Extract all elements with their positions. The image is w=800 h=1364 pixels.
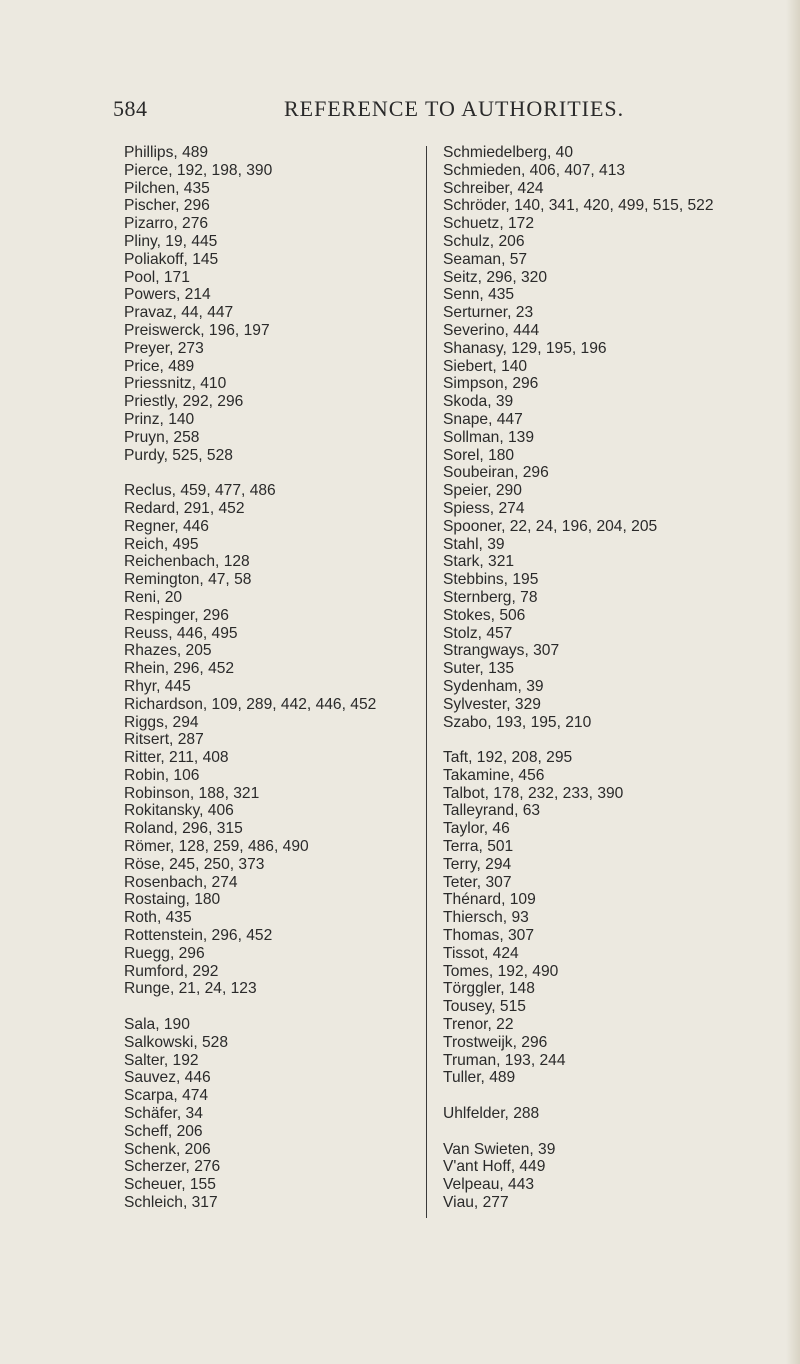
index-entry: V'ant Hoff, 449 [443, 1158, 546, 1176]
index-entry: Reni, 20 [124, 588, 183, 606]
section-gap [443, 1087, 714, 1105]
index-entry: Schenk, 206 [124, 1140, 211, 1158]
index-entry: Riggs, 294 [124, 713, 199, 731]
index-entry: Scarpa, 474 [124, 1087, 209, 1105]
index-entry: Sollman, 139 [443, 428, 535, 446]
index-entry: Schuetz, 172 [443, 215, 535, 233]
index-entry: Sorel, 180 [443, 446, 515, 464]
index-entry: Scherzer, 276 [124, 1158, 221, 1176]
index-entry: Schreiber, 424 [443, 179, 544, 197]
index-entry: Rumford, 292 [124, 962, 219, 980]
index-entry: Ritter, 211, 408 [124, 749, 229, 767]
index-entry: Seaman, 57 [443, 250, 528, 268]
index-entry: Pruyn, 258 [124, 428, 200, 446]
index-entry: Pool, 171 [124, 268, 190, 286]
index-entry: Stark, 321 [443, 553, 515, 571]
index-entry: Richardson, 109, 289, 442, 446, 452 [124, 695, 377, 713]
index-entry: Terra, 501 [443, 838, 514, 856]
index-entry: Pischer, 296 [124, 197, 210, 215]
index-entry: Sylvester, 329 [443, 695, 541, 713]
index-entry: Sauvez, 446 [124, 1069, 211, 1087]
index-entry: Truman, 193, 244 [443, 1051, 566, 1069]
index-entry: Rokitansky, 406 [124, 802, 234, 820]
index-entry: Schmieden, 406, 407, 413 [443, 161, 626, 179]
index-entry: Röse, 245, 250, 373 [124, 855, 265, 873]
index-column-right [443, 144, 714, 1212]
index-entry: Siebert, 140 [443, 357, 528, 375]
index-entry: Regner, 446 [124, 517, 209, 535]
index-entry: Pilchen, 435 [124, 179, 210, 197]
index-entry: Tissot, 424 [443, 944, 519, 962]
index-entry: Pliny, 19, 445 [124, 232, 218, 250]
index-entry: Thomas, 307 [443, 927, 535, 945]
index-entry: Speier, 290 [443, 482, 522, 500]
index-entry: Powers, 214 [124, 286, 211, 304]
index-entry: Serturner, 23 [443, 304, 534, 322]
index-entry: Schröder, 140, 341, 420, 499, 515, 522 [443, 197, 714, 215]
index-entry: Salter, 192 [124, 1051, 199, 1069]
index-entry: Roland, 296, 315 [124, 820, 243, 838]
index-entry: Priessnitz, 410 [124, 375, 227, 393]
index-entry: Schäfer, 34 [124, 1105, 203, 1123]
index-entry: Törggler, 148 [443, 980, 535, 998]
index-entry: Taft, 192, 208, 295 [443, 749, 573, 767]
index-entry: Pizarro, 276 [124, 215, 209, 233]
index-entry: Viau, 277 [443, 1194, 509, 1212]
section-gap [443, 1123, 714, 1141]
index-entry: Sternberg, 78 [443, 588, 538, 606]
index-entry: Preiswerck, 196, 197 [124, 321, 270, 339]
index-entry: Ritsert, 287 [124, 731, 204, 749]
index-entry: Sala, 190 [124, 1016, 190, 1034]
section-gap [124, 998, 376, 1016]
page-number: 584 [113, 96, 148, 121]
index-entry: Price, 489 [124, 357, 195, 375]
index-entry: Spooner, 22, 24, 196, 204, 205 [443, 517, 658, 535]
index-entry: Skoda, 39 [443, 393, 514, 411]
index-entry: Schmiedelberg, 40 [443, 144, 574, 161]
index-entry: Schulz, 206 [443, 232, 525, 250]
index-entry: Rhazes, 205 [124, 642, 212, 660]
index-entry: Priestly, 292, 296 [124, 393, 244, 411]
index-entry: Snape, 447 [443, 410, 523, 428]
index-entry: Reuss, 446, 495 [124, 624, 238, 642]
index-entry: Thiersch, 93 [443, 909, 529, 927]
index-entry: Scheff, 206 [124, 1122, 203, 1140]
index-entry: Scheuer, 155 [124, 1176, 216, 1194]
index-entry: Preyer, 273 [124, 339, 204, 357]
index-entry: Van Swieten, 39 [443, 1140, 556, 1158]
index-entry: Pierce, 192, 198, 390 [124, 161, 273, 179]
index-entry: Simpson, 296 [443, 375, 539, 393]
index-entry: Uhlfelder, 288 [443, 1105, 540, 1123]
index-entry: Schleich, 317 [124, 1194, 218, 1212]
column-divider [426, 146, 427, 1218]
index-entry: Ruegg, 296 [124, 944, 205, 962]
index-entry: Seitz, 296, 320 [443, 268, 548, 286]
index-entry: Talleyrand, 63 [443, 802, 541, 820]
index-entry: Poliakoff, 145 [124, 250, 219, 268]
index-entry: Talbot, 178, 232, 233, 390 [443, 784, 624, 802]
index-entry: Rhein, 296, 452 [124, 660, 235, 678]
index-entry: Tomes, 192, 490 [443, 962, 559, 980]
index-entry: Szabo, 193, 195, 210 [443, 713, 592, 731]
index-entry: Teter, 307 [443, 873, 512, 891]
index-entry: Sydenham, 39 [443, 677, 544, 695]
index-entry: Stolz, 457 [443, 624, 513, 642]
section-gap [124, 464, 376, 482]
index-entry: Tousey, 515 [443, 998, 526, 1016]
index-entry: Takamine, 456 [443, 766, 545, 784]
index-column-left [124, 144, 376, 1212]
index-entry: Reich, 495 [124, 535, 199, 553]
index-entry: Robin, 106 [124, 766, 200, 784]
index-entry: Römer, 128, 259, 486, 490 [124, 838, 309, 856]
section-gap [443, 731, 714, 749]
index-entry: Pravaz, 44, 447 [124, 304, 234, 322]
index-entry: Shanasy, 129, 195, 196 [443, 339, 607, 357]
index-entry: Taylor, 46 [443, 820, 510, 838]
index-entry: Reclus, 459, 477, 486 [124, 482, 276, 500]
index-entry: Soubeiran, 296 [443, 464, 549, 482]
index-entry: Stebbins, 195 [443, 571, 539, 589]
index-entry: Trostweijk, 296 [443, 1033, 548, 1051]
index-entry: Severino, 444 [443, 321, 540, 339]
page-edge-shadow [786, 0, 800, 1364]
index-entry: Prinz, 140 [124, 410, 195, 428]
index-entry: Phillips, 489 [124, 144, 209, 161]
index-entry: Senn, 435 [443, 286, 515, 304]
index-entry: Tuller, 489 [443, 1069, 516, 1087]
index-entry: Runge, 21, 24, 123 [124, 980, 257, 998]
index-entry: Rostaing, 180 [124, 891, 221, 909]
index-entry: Trenor, 22 [443, 1016, 514, 1034]
index-entry: Velpeau, 443 [443, 1176, 535, 1194]
index-entry: Robinson, 188, 321 [124, 784, 260, 802]
index-entry: Purdy, 525, 528 [124, 446, 233, 464]
index-entry: Respinger, 296 [124, 606, 229, 624]
index-entry: Thénard, 109 [443, 891, 536, 909]
index-entry: Reichenbach, 128 [124, 553, 250, 571]
index-entry: Rhyr, 445 [124, 677, 191, 695]
index-entry: Stokes, 506 [443, 606, 526, 624]
index-entry: Rottenstein, 296, 452 [124, 927, 273, 945]
index-entry: Salkowski, 528 [124, 1033, 229, 1051]
index-entry: Spiess, 274 [443, 499, 525, 517]
index-entry: Remington, 47, 58 [124, 571, 252, 589]
index-entry: Roth, 435 [124, 909, 192, 927]
index-entry: Stahl, 39 [443, 535, 505, 553]
index-entry: Strangways, 307 [443, 642, 560, 660]
index-entry: Redard, 291, 452 [124, 499, 245, 517]
index-entry: Terry, 294 [443, 855, 512, 873]
page-title: REFERENCE TO AUTHORITIES. [284, 96, 625, 121]
index-entry: Rosenbach, 274 [124, 873, 238, 891]
index-entry: Suter, 135 [443, 660, 515, 678]
